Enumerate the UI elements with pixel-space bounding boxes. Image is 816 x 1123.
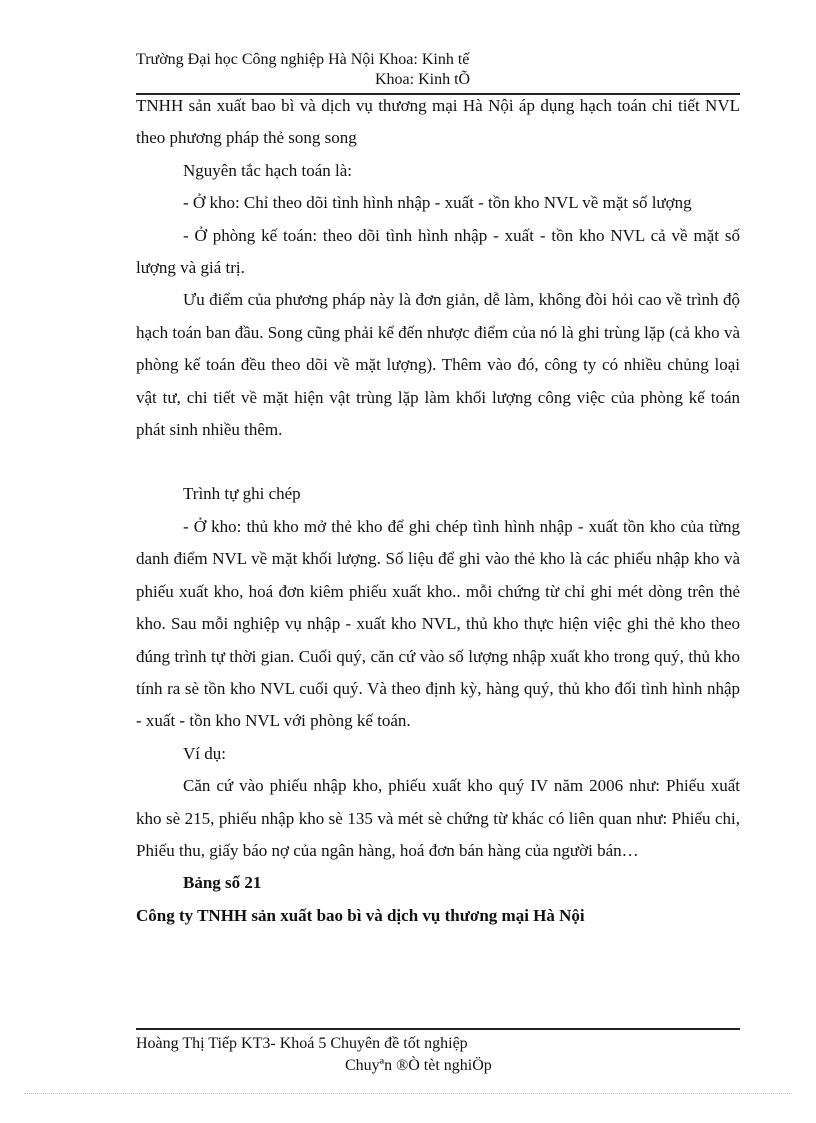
paragraph-accounting: - Ở phòng kế toán: theo dõi tình hình nhập - xuất - tồn kho NVL cả về mặt số lượng và giá trị. xyxy=(136,225,740,278)
header-line-1: Trường Đại học Công nghiệp Hà Nội Khoa: Kinh tế xyxy=(136,51,470,68)
paragraph-procedure-heading: Trình tự ghi chép xyxy=(183,484,301,504)
paragraph-continuation: TNHH sản xuất bao bì và dịch vụ thương mại Hà Nội áp dụng hạch toán chi tiết NVL theo phương pháp thẻ song song xyxy=(136,96,740,148)
header-line-2: Khoa: Kinh tÕ xyxy=(375,71,471,88)
page-header xyxy=(136,50,740,90)
paragraph-advantages: Ưu điểm của phương pháp này là đơn giản, dễ làm, không đòi hỏi cao về trình độ hạch toán ban đầu. Song cũng phải kể đến nhược điểm của nó là ghi trùng lặp (cả kho và phòng kế toán đều theo dõi về mặt lượng). Thêm vào đó, công ty có nhiều chủng loại vật tư, chi tiết về mặt hiện vật trùng lặp làm khối lượng công việc của phòng kế toán phát sinh nhiều thêm. xyxy=(136,290,740,440)
footer-rule xyxy=(136,1028,740,1030)
footer-line-2: Chuyªn ®Ò tèt nghiÖp xyxy=(345,1057,492,1074)
company-title: Công ty TNHH sản xuất bao bì và dịch vụ thương mại Hà Nội xyxy=(136,905,585,925)
paragraph-warehouse: - Ở kho: Chỉ theo dõi tình hình nhập - xuất - tồn kho NVL về mặt số lượng xyxy=(183,193,692,213)
paragraph-example: Căn cứ vào phiếu nhập kho, phiếu xuất kho quý IV năm 2006 như: Phiếu xuất kho sè 215, phiếu nhập kho sè 135 và mét sè chứng từ khác có liên quan như: Phiếu chi, Phiếu thu, giấy báo nợ của ngân hàng, hoá đơn bán hàng của người bán… xyxy=(136,776,740,860)
paragraph-gap xyxy=(136,446,740,478)
paragraph-example-heading: Ví dụ: xyxy=(183,743,226,763)
document-body xyxy=(136,90,740,932)
paragraph-procedure: - Ở kho: thủ kho mở thẻ kho để ghi chép tình hình nhập - xuất tồn kho của từng danh điểm NVL về mặt khối lượng. Số liệu để ghi vào thẻ kho là các phiếu nhập kho và phiếu xuất kho, hoá đơn kiêm phiếu xuất kho.. mỗi chứng từ chỉ ghi mét dòng trên thẻ kho. Sau mỗi nghiệp vụ nhập - xuất kho NVL, thủ kho thực hiện việc ghi thẻ kho theo đúng trình tự thời gian. Cuối quý, căn cứ vào số lượng nhập xuất kho trong quý, thủ kho tính ra sè tồn kho NVL cuối quý. Và theo định kỳ, hàng quý, thủ kho đối tình hình nhập - xuất - tồn kho NVL với phòng kế toán. xyxy=(136,516,740,731)
page-break-line xyxy=(24,1093,792,1094)
table-caption: Bảng số 21 xyxy=(183,873,262,893)
footer-line-1: Hoàng Thị Tiếp KT3- Khoá 5 Chuyên đề tốt nghiệp xyxy=(136,1035,468,1052)
paragraph-principle-heading: Nguyên tắc hạch toán là: xyxy=(183,160,352,180)
page-footer xyxy=(136,1033,740,1077)
